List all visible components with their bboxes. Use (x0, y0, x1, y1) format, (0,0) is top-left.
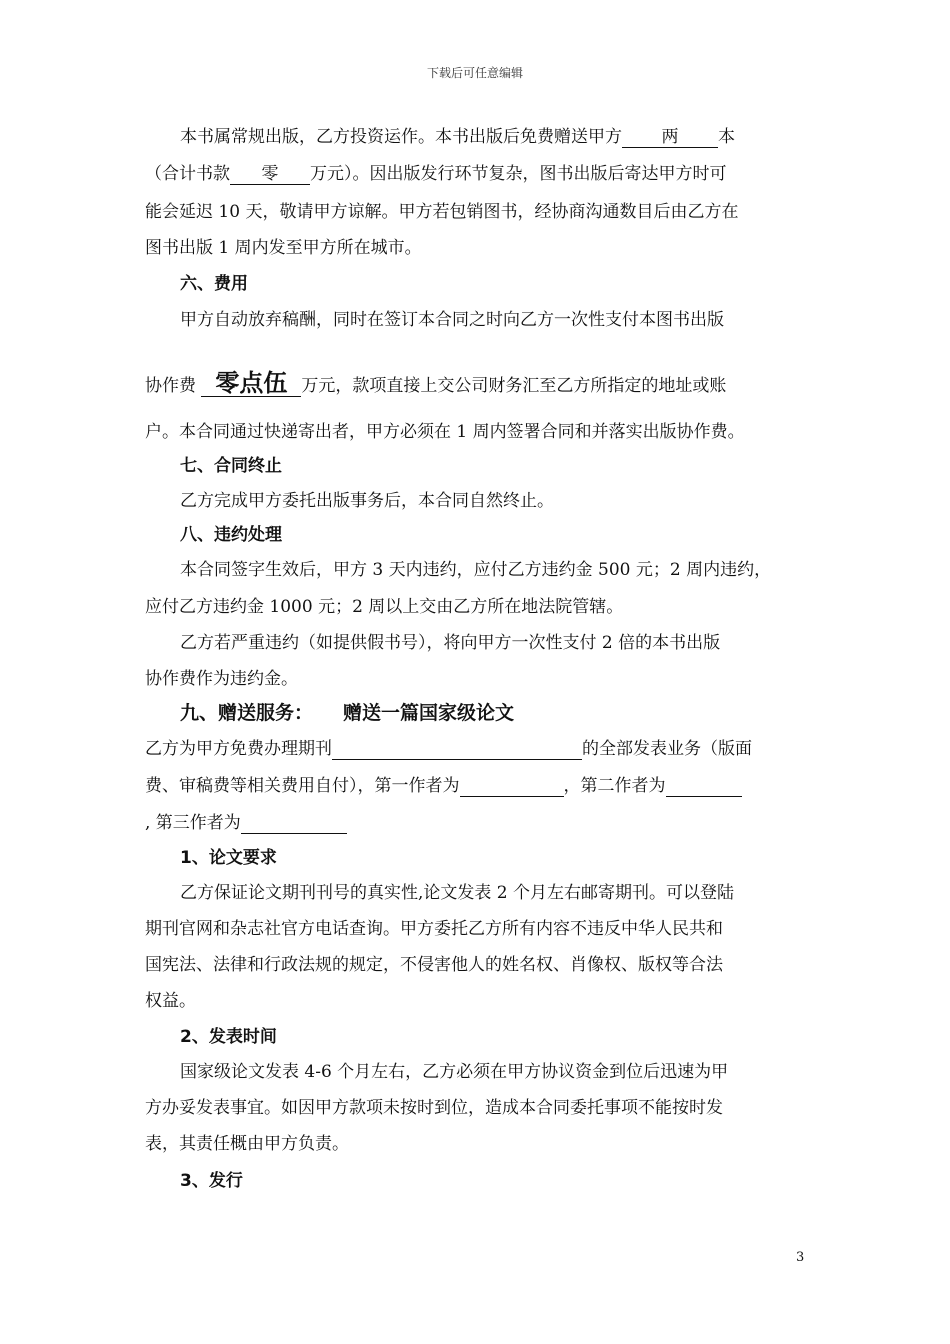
para-line (145, 812, 347, 834)
gift-text: 赠送一篇国家级论文 (343, 702, 515, 724)
first-author-blank (460, 776, 564, 797)
page-header: 下载后可任意编辑 (426, 66, 523, 80)
third-author-blank (241, 813, 347, 834)
text: 万元）。因出版发行环节复杂，图书出版后寄达甲方时可 (310, 164, 727, 184)
book-fee-blank: 零 (230, 164, 310, 185)
para-line: 应付乙方违约金 1000 元；2 周以上交由乙方所在地法院管辖。 (145, 597, 624, 617)
text: ，第二作者为 (563, 776, 666, 796)
text: 本书属常规出版，乙方投资运作。本书出版后免费赠送甲方 (180, 127, 622, 147)
para-line: 甲方自动放弃稿酬，同时在签订本合同之时向乙方一次性支付本图书出版 (180, 310, 724, 330)
section-heading: 七、合同终止 (180, 456, 282, 476)
para-line: 乙方若严重违约（如提供假书号），将向甲方一次性支付 2 倍的本书出版 (180, 633, 721, 653)
subsection-heading: 3、发行 (180, 1171, 243, 1191)
para-line: 方办妥发表事宜。如因甲方款项未按时到位，造成本合同委托事项不能按时发 (145, 1098, 723, 1118)
journal-name-blank (332, 739, 582, 760)
section-heading (180, 702, 514, 724)
fee-amount-blank: 零点伍 (201, 370, 301, 397)
para-line (145, 738, 752, 760)
para-line (145, 370, 726, 397)
heading-text: 九、赠送服务： (180, 702, 314, 724)
gift-count-blank: 两 (622, 127, 718, 148)
second-author-blank (666, 776, 742, 797)
subsection-heading: 1、论文要求 (180, 848, 277, 868)
para-line: 图书出版 1 周内发至甲方所在城市。 (145, 238, 422, 258)
para-line (145, 775, 742, 797)
para-line: 乙方保证论文期刊刊号的真实性,论文发表 2 个月左右邮寄期刊。可以登陆 (180, 883, 735, 903)
para-line: 国宪法、法律和行政法规的规定，不侵害他人的姓名权、肖像权、版权等合法 (145, 955, 723, 975)
para-line: 乙方完成甲方委托出版事务后，本合同自然终止。 (180, 491, 554, 511)
para-line: 权益。 (145, 991, 196, 1011)
text: 本 (718, 127, 735, 147)
text: , 第三作者为 (145, 813, 241, 833)
para-line (145, 163, 727, 185)
para-line: 国家级论文发表 4-6 个月左右，乙方必须在甲方协议资金到位后迅速为甲 (180, 1062, 729, 1082)
para-line: 能会延迟 10 天，敬请甲方谅解。甲方若包销图书，经协商沟通数目后由乙方在 (145, 202, 739, 222)
text: 协作费 (145, 376, 196, 396)
text: 万元，款项直接上交公司财务汇至乙方所指定的地址或账 (301, 376, 727, 396)
para-line: 协作费作为违约金。 (145, 669, 298, 689)
subsection-heading: 2、发表时间 (180, 1027, 277, 1047)
para-line: 户。本合同通过快递寄出者，甲方必须在 1 周内签署合同和并落实出版协作费。 (145, 422, 745, 442)
section-heading: 八、违约处理 (180, 525, 282, 545)
para-line: 期刊官网和杂志社官方电话查询。甲方委托乙方所有内容不违反中华人民共和 (145, 919, 723, 939)
text: 乙方为甲方免费办理期刊 (145, 739, 332, 759)
para-line: 本合同签字生效后，甲方 3 天内违约，应付乙方违约金 500 元；2 周内违约， (180, 560, 772, 580)
para-line (180, 126, 735, 148)
para-line: 表，其责任概由甲方负责。 (145, 1134, 349, 1154)
text: 费、审稿费等相关费用自付），第一作者为 (145, 776, 460, 796)
text: （合计书款 (145, 164, 230, 184)
page-number: 3 (796, 1250, 805, 1265)
section-heading: 六、费用 (180, 274, 248, 294)
text: 的全部发表业务（版面 (582, 739, 752, 759)
